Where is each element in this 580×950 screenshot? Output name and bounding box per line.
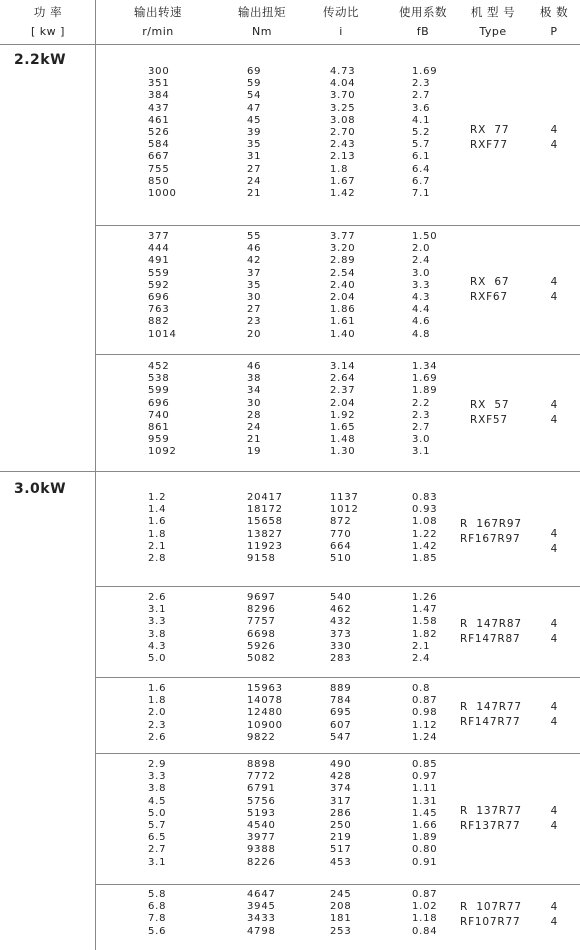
ratio-cell: 3.20	[330, 243, 356, 255]
torque-cell: 3977	[247, 832, 276, 844]
factor-cell: 2.2	[412, 397, 431, 409]
model-type: RF107R77	[460, 916, 521, 928]
ratio-cell: 3.08	[330, 114, 356, 126]
speed-cell: 3.8	[148, 628, 167, 640]
ratio-cell: 1.8	[330, 163, 349, 175]
ratio-cell: 208	[330, 901, 352, 913]
speed-cell: 5.0	[148, 807, 167, 819]
torque-cell: 21	[247, 188, 262, 199]
torque-cell: 37	[247, 267, 262, 279]
model-type: RXF67	[470, 291, 508, 303]
ratio-cell: 2.64	[330, 373, 356, 385]
factor-cell: 4.8	[412, 328, 431, 340]
speed-cell: 5.8	[148, 889, 167, 900]
ratio-cell: 373	[330, 628, 352, 640]
ratio-cell: 547	[330, 731, 352, 743]
torque-cell: 27	[247, 163, 262, 175]
speed-cell: 300	[148, 66, 170, 77]
model-type: RX 77	[470, 124, 510, 136]
factor-cell: 2.3	[412, 78, 431, 90]
speed-cell: 1014	[148, 328, 177, 340]
speed-cell: 491	[148, 255, 170, 267]
torque-cell: 28	[247, 409, 262, 421]
model-type: RF167R97	[460, 533, 521, 545]
model-type: R 147R87	[460, 618, 522, 630]
ratio-cell: 1.40	[330, 328, 356, 340]
header-ratio-unit: i	[339, 25, 343, 38]
torque-cell: 8898	[247, 759, 276, 770]
pole-count: 4	[550, 805, 558, 817]
pole-count: 4	[550, 139, 558, 151]
torque-cell: 6698	[247, 628, 276, 640]
ratio-cell: 1137	[330, 492, 359, 503]
speed-cell: 584	[148, 139, 170, 151]
torque-cell: 3945	[247, 901, 276, 913]
speed-cell: 351	[148, 78, 170, 90]
speed-cell: 3.1	[148, 604, 167, 616]
speed-cell: 5.7	[148, 820, 167, 831]
group-divider	[96, 225, 580, 226]
speed-cell: 1.4	[148, 504, 167, 516]
header-ratio-label: 传动比	[323, 5, 359, 19]
speed-cell: 2.3	[148, 719, 167, 731]
factor-cell: 1.26	[412, 592, 438, 603]
factor-cell: 0.8	[412, 683, 431, 694]
ratio-cell: 1.86	[330, 304, 356, 316]
factor-cell: 2.4	[412, 255, 431, 267]
torque-cell: 9697	[247, 592, 276, 603]
ratio-cell: 4.04	[330, 78, 356, 90]
factor-cell: 1.66	[412, 820, 438, 831]
ratio-cell: 250	[330, 820, 352, 831]
pole-count: 4	[550, 414, 558, 426]
model-type: R 137R77	[460, 805, 522, 817]
header-poles-label: 极 数	[539, 5, 569, 19]
speed-cell: 5.6	[148, 925, 167, 937]
model-type: RX 57	[470, 399, 510, 411]
factor-cell: 1.12	[412, 719, 438, 731]
factor-cell: 3.3	[412, 279, 431, 291]
ratio-cell: 453	[330, 856, 352, 868]
torque-cell: 10900	[247, 719, 283, 731]
torque-cell: 4647	[247, 889, 276, 900]
factor-cell: 2.7	[412, 422, 431, 433]
model-type: RXF77	[470, 139, 508, 151]
torque-cell: 59	[247, 78, 262, 90]
ratio-cell: 2.13	[330, 151, 356, 163]
ratio-cell: 181	[330, 913, 352, 925]
torque-cell: 45	[247, 114, 262, 126]
factor-cell: 1.22	[412, 528, 438, 540]
factor-cell: 4.3	[412, 292, 431, 303]
ratio-cell: 1.42	[330, 188, 356, 199]
model-type: RXF57	[470, 414, 508, 426]
ratio-cell: 1.30	[330, 446, 356, 458]
torque-cell: 7757	[247, 616, 276, 628]
model-type: RF147R77	[460, 716, 521, 728]
speed-cell: 4.3	[148, 640, 167, 652]
model-type: RF137R77	[460, 820, 521, 832]
factor-cell: 3.1	[412, 446, 431, 458]
speed-cell: 861	[148, 422, 170, 433]
ratio-cell: 1.65	[330, 422, 356, 433]
torque-cell: 21	[247, 434, 262, 446]
header-ratio	[306, 2, 376, 42]
torque-cell: 11923	[247, 540, 283, 552]
ratio-cell: 510	[330, 553, 352, 564]
speed-cell: 2.6	[148, 731, 167, 743]
factor-cell: 7.1	[412, 188, 431, 199]
model-type: RF147R87	[460, 633, 521, 645]
speed-cell: 1.6	[148, 516, 167, 528]
header-torque	[222, 2, 302, 42]
speed-cell: 850	[148, 175, 170, 187]
header-poles-unit: P	[550, 25, 558, 38]
factor-cell: 2.0	[412, 243, 431, 255]
torque-cell: 30	[247, 397, 262, 409]
torque-cell: 6791	[247, 783, 276, 795]
ratio-cell: 695	[330, 707, 352, 719]
table-header	[0, 0, 580, 44]
factor-cell: 6.4	[412, 163, 431, 175]
torque-cell: 35	[247, 279, 262, 291]
speed-cell: 461	[148, 114, 170, 126]
header-torque-label: 输出扭矩	[238, 5, 286, 19]
speed-cell: 2.1	[148, 540, 167, 552]
speed-cell: 755	[148, 163, 170, 175]
ratio-cell: 374	[330, 783, 352, 795]
torque-cell: 23	[247, 316, 262, 328]
speed-cell: 696	[148, 397, 170, 409]
factor-cell: 2.4	[412, 653, 431, 664]
torque-cell: 34	[247, 385, 262, 397]
speed-cell: 1092	[148, 446, 177, 458]
ratio-cell: 283	[330, 653, 352, 664]
factor-cell: 1.89	[412, 385, 438, 397]
factor-cell: 1.82	[412, 628, 438, 640]
ratio-cell: 1012	[330, 504, 359, 516]
factor-cell: 0.93	[412, 504, 438, 516]
group-divider	[96, 753, 580, 754]
ratio-cell: 2.70	[330, 127, 356, 138]
pole-count: 4	[550, 528, 558, 540]
factor-cell: 0.87	[412, 695, 438, 707]
torque-cell: 3433	[247, 913, 276, 925]
header-factor-unit: fB	[416, 25, 430, 38]
factor-cell: 0.83	[412, 492, 438, 503]
speed-cell: 444	[148, 243, 170, 255]
speed-cell: 2.6	[148, 592, 167, 603]
speed-cell: 1000	[148, 188, 177, 199]
factor-cell: 3.0	[412, 434, 431, 446]
ratio-cell: 3.77	[330, 231, 356, 242]
ratio-cell: 3.70	[330, 90, 356, 102]
speed-cell: 2.7	[148, 844, 167, 856]
ratio-cell: 2.89	[330, 255, 356, 267]
speed-cell: 538	[148, 373, 170, 385]
factor-cell: 1.50	[412, 231, 438, 242]
ratio-cell: 3.14	[330, 361, 356, 372]
factor-cell: 0.85	[412, 759, 438, 770]
torque-cell: 20	[247, 328, 262, 340]
speed-cell: 2.9	[148, 759, 167, 770]
torque-cell: 8226	[247, 856, 276, 868]
speed-cell: 559	[148, 267, 170, 279]
pole-count: 4	[550, 820, 558, 832]
torque-cell: 5193	[247, 807, 276, 819]
header-power-label: 功 率	[33, 5, 63, 19]
speed-cell: 2.0	[148, 707, 167, 719]
factor-cell: 1.02	[412, 901, 438, 913]
factor-cell: 5.7	[412, 139, 431, 151]
header-speed	[118, 2, 198, 42]
torque-cell: 30	[247, 292, 262, 303]
factor-cell: 6.1	[412, 151, 431, 163]
ratio-cell: 1.48	[330, 434, 356, 446]
ratio-cell: 517	[330, 844, 352, 856]
group-divider	[96, 354, 580, 355]
header-factor	[388, 2, 458, 42]
torque-cell: 46	[247, 361, 262, 372]
factor-cell: 1.24	[412, 731, 438, 743]
ratio-cell: 872	[330, 516, 352, 528]
factor-cell: 4.1	[412, 114, 431, 126]
factor-cell: 4.6	[412, 316, 431, 328]
torque-cell: 42	[247, 255, 262, 267]
model-type: R 147R77	[460, 701, 522, 713]
ratio-cell: 2.04	[330, 292, 356, 303]
speed-cell: 1.6	[148, 683, 167, 694]
power-label: 2.2kW	[14, 52, 67, 68]
torque-cell: 4798	[247, 925, 276, 937]
speed-cell: 377	[148, 231, 170, 242]
speed-cell: 3.3	[148, 616, 167, 628]
torque-cell: 24	[247, 175, 262, 187]
speed-cell: 1.8	[148, 695, 167, 707]
power-label: 3.0kW	[14, 481, 67, 497]
factor-cell: 1.89	[412, 832, 438, 844]
factor-cell: 2.3	[412, 409, 431, 421]
speed-cell: 592	[148, 279, 170, 291]
factor-cell: 0.97	[412, 771, 438, 783]
ratio-cell: 1.92	[330, 409, 356, 421]
pole-count: 4	[550, 901, 558, 913]
ratio-cell: 462	[330, 604, 352, 616]
factor-cell: 2.7	[412, 90, 431, 102]
torque-cell: 9158	[247, 553, 276, 564]
factor-cell: 0.80	[412, 844, 438, 856]
ratio-cell: 2.37	[330, 385, 356, 397]
header-power	[0, 2, 96, 42]
pole-count: 4	[550, 701, 558, 713]
factor-cell: 1.31	[412, 795, 438, 807]
ratio-cell: 4.73	[330, 66, 356, 77]
group-divider	[96, 586, 580, 587]
factor-cell: 4.4	[412, 304, 431, 316]
header-divider	[0, 44, 580, 45]
torque-cell: 55	[247, 231, 262, 242]
pole-count: 4	[550, 291, 558, 303]
torque-cell: 15658	[247, 516, 283, 528]
torque-cell: 9388	[247, 844, 276, 856]
torque-cell: 27	[247, 304, 262, 316]
torque-cell: 13827	[247, 528, 283, 540]
ratio-cell: 2.04	[330, 397, 356, 409]
pole-count: 4	[550, 618, 558, 630]
pole-count: 4	[550, 124, 558, 136]
speed-cell: 1.8	[148, 528, 167, 540]
torque-cell: 5926	[247, 640, 276, 652]
factor-cell: 3.0	[412, 267, 431, 279]
torque-cell: 38	[247, 373, 262, 385]
speed-cell: 667	[148, 151, 170, 163]
power-column-divider	[95, 0, 96, 950]
header-type-label: 机 型 号	[470, 5, 516, 19]
torque-cell: 39	[247, 127, 262, 138]
factor-cell: 1.69	[412, 373, 438, 385]
factor-cell: 0.87	[412, 889, 438, 900]
ratio-cell: 286	[330, 807, 352, 819]
torque-cell: 31	[247, 151, 262, 163]
header-power-unit: [ kw ]	[31, 25, 65, 38]
factor-cell: 1.42	[412, 540, 438, 552]
model-type: R 107R77	[460, 901, 522, 913]
ratio-cell: 1.61	[330, 316, 356, 328]
speed-cell: 763	[148, 304, 170, 316]
factor-cell: 2.1	[412, 640, 431, 652]
torque-cell: 24	[247, 422, 262, 433]
speed-cell: 7.8	[148, 913, 167, 925]
factor-cell: 6.7	[412, 175, 431, 187]
torque-cell: 8296	[247, 604, 276, 616]
ratio-cell: 664	[330, 540, 352, 552]
factor-cell: 0.91	[412, 856, 438, 868]
speed-cell: 3.1	[148, 856, 167, 868]
factor-cell: 0.84	[412, 925, 438, 937]
group-divider	[96, 884, 580, 885]
speed-cell: 2.8	[148, 553, 167, 564]
ratio-cell: 253	[330, 925, 352, 937]
speed-cell: 959	[148, 434, 170, 446]
ratio-cell: 2.43	[330, 139, 356, 151]
pole-count: 4	[550, 916, 558, 928]
torque-cell: 47	[247, 102, 262, 114]
ratio-cell: 428	[330, 771, 352, 783]
model-type: RX 67	[470, 276, 510, 288]
torque-cell: 69	[247, 66, 262, 77]
torque-cell: 14078	[247, 695, 283, 707]
speed-cell: 882	[148, 316, 170, 328]
speed-cell: 599	[148, 385, 170, 397]
header-type-unit: Type	[479, 25, 507, 38]
header-factor-label: 使用系数	[399, 5, 447, 19]
factor-cell: 1.45	[412, 807, 438, 819]
speed-cell: 3.8	[148, 783, 167, 795]
torque-cell: 46	[247, 243, 262, 255]
ratio-cell: 540	[330, 592, 352, 603]
torque-cell: 4540	[247, 820, 276, 831]
model-type: R 167R97	[460, 518, 522, 530]
factor-cell: 0.98	[412, 707, 438, 719]
ratio-cell: 317	[330, 795, 352, 807]
speed-cell: 452	[148, 361, 170, 372]
speed-cell: 740	[148, 409, 170, 421]
ratio-cell: 784	[330, 695, 352, 707]
factor-cell: 1.18	[412, 913, 438, 925]
torque-cell: 18172	[247, 504, 283, 516]
torque-cell: 35	[247, 139, 262, 151]
header-speed-label: 输出转速	[134, 5, 182, 19]
factor-cell: 3.6	[412, 102, 431, 114]
ratio-cell: 1.67	[330, 175, 356, 187]
speed-cell: 4.5	[148, 795, 167, 807]
ratio-cell: 219	[330, 832, 352, 844]
ratio-cell: 3.25	[330, 102, 356, 114]
header-type	[462, 2, 524, 42]
pole-count: 4	[550, 399, 558, 411]
section-divider	[0, 471, 580, 472]
torque-cell: 20417	[247, 492, 283, 503]
header-poles	[528, 2, 580, 42]
ratio-cell: 770	[330, 528, 352, 540]
speed-cell: 696	[148, 292, 170, 303]
ratio-cell: 490	[330, 759, 352, 770]
pole-count: 4	[550, 543, 558, 555]
pole-count: 4	[550, 633, 558, 645]
ratio-cell: 245	[330, 889, 352, 900]
torque-cell: 19	[247, 446, 262, 458]
speed-cell: 1.2	[148, 492, 167, 503]
factor-cell: 5.2	[412, 127, 431, 138]
ratio-cell: 2.40	[330, 279, 356, 291]
factor-cell: 1.34	[412, 361, 438, 372]
ratio-cell: 889	[330, 683, 352, 694]
pole-count: 4	[550, 716, 558, 728]
torque-cell: 15963	[247, 683, 283, 694]
speed-cell: 6.5	[148, 832, 167, 844]
factor-cell: 1.11	[412, 783, 438, 795]
header-speed-unit: r/min	[142, 25, 174, 38]
factor-cell: 1.69	[412, 66, 438, 77]
factor-cell: 1.58	[412, 616, 438, 628]
factor-cell: 1.47	[412, 604, 438, 616]
speed-cell: 526	[148, 127, 170, 138]
speed-cell: 6.8	[148, 901, 167, 913]
speed-cell: 3.3	[148, 771, 167, 783]
speed-cell: 437	[148, 102, 170, 114]
torque-cell: 5756	[247, 795, 276, 807]
ratio-cell: 607	[330, 719, 352, 731]
factor-cell: 1.08	[412, 516, 438, 528]
factor-cell: 1.85	[412, 553, 438, 564]
torque-cell: 12480	[247, 707, 283, 719]
torque-cell: 54	[247, 90, 262, 102]
speed-cell: 5.0	[148, 653, 167, 664]
ratio-cell: 432	[330, 616, 352, 628]
ratio-cell: 2.54	[330, 267, 356, 279]
torque-cell: 7772	[247, 771, 276, 783]
pole-count: 4	[550, 276, 558, 288]
group-divider	[96, 677, 580, 678]
speed-cell: 384	[148, 90, 170, 102]
torque-cell: 5082	[247, 653, 276, 664]
header-torque-unit: Nm	[252, 25, 272, 38]
ratio-cell: 330	[330, 640, 352, 652]
torque-cell: 9822	[247, 731, 276, 743]
